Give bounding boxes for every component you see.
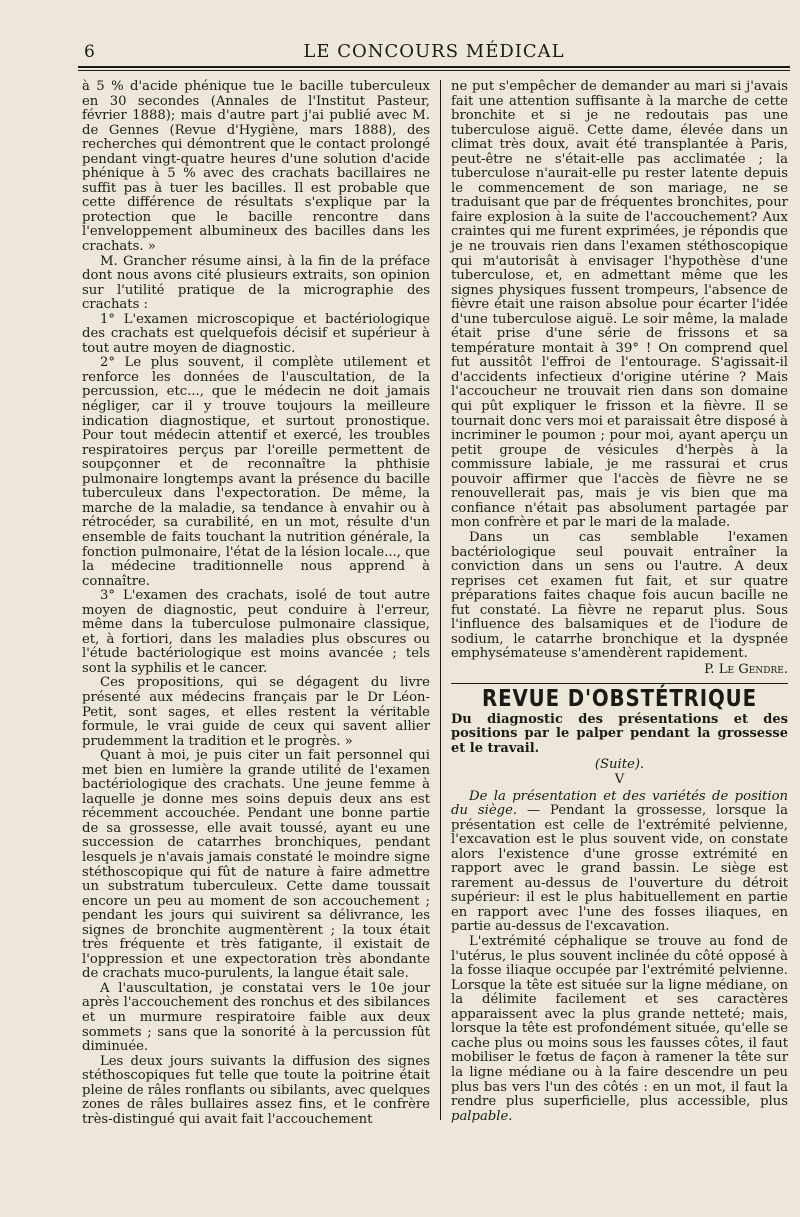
- paragraph: Dans un cas semblable l'examen bactériologique seul pouvait entraîner la conviction dans un sens ou l'autre. A deux reprises cet examen fut fait, et sur quatre préparations faites chaque fois aucun bacille ne fut constaté. La fièvre ne reparut plus. Sous l'influence des balsamiques et de l'iodure de sodium, le catarrhe bronchique et la dyspnée emphysémateuse s'amendèrent rapidement.: [451, 529, 788, 662]
- paragraph: 1° L'examen microscopique et bactériologique des crachats est quelquefois décisif et supérieur à tout autre moyen de diagnostic.: [82, 311, 430, 356]
- paragraph: ne put s'empêcher de demander au mari si j'avais fait une attention suffisante à la marche de cette bronchite et si je ne redoutais pas une tuberculose aiguë. Cette dame, élevée dans un climat très doux, avait été transplantée à Paris, peut-être ne s'était-elle pas acclimatée ; la tuberculose n'aurait-elle pu rester latente depuis le commencement de son mariage, ne se traduisant que par de fréquentes bronchites, pour faire explosion à la suite de l'accouchement? Aux craintes qui me furent exprimées, je répondis que je ne trouvais rien dans l'examen stéthoscopique qui m'autorisât à envisager l'hypothèse d'une tuberculose, et, en admettant même que les signes physiques fussent trompeurs, l'absence de fièvre était une raison absolue pour écarter l'idée d'une tuberculose aiguë. Le soir même, la malade était prise d'une série de frissons et sa température montait à 39° ! On comprend quel fut aussitôt l'effroi de l'entourage. S'agissait-il d'accidents infectieux d'origine utérine ? Mais l'accoucheur ne trouvait rien dans son domaine qui pût expliquer le frisson et la fièvre. Il se tournait donc vers moi et paraissait être disposé à incriminer le poumon ; pour moi, ayant aperçu un petit groupe de vésicules d'herpès à la commissure labiale, je me rassurai et crus pouvoir affirmer que l'accès de fièvre ne se renouvellerait pas, mais je vis bien que ma confiance n'était pas absolument partagée par mon confrère et par le mari de la malade.: [451, 79, 788, 531]
- paragraph: [451, 935, 788, 1124]
- header-rule: [78, 66, 790, 68]
- chapter-number: V: [614, 772, 625, 788]
- column-divider: [440, 80, 441, 1120]
- journal-title: LE CONCOURS MÉDICAL: [303, 41, 565, 62]
- page-header: [78, 38, 790, 68]
- paragraph: Les deux jours suivants la diffusion des signes stéthoscopiques fut telle que toute la poitrine était pleine de râles ronflants ou sibilants, avec quelques zones de râles bullaires assez fins, et le confrère très-distingué qui avait fait l'accouchement: [82, 1053, 430, 1127]
- section-title: REVUE D'OBSTÉTRIQUE: [482, 686, 757, 713]
- right-column: [451, 80, 788, 1124]
- paragraph: 2° Le plus souvent, il complète utilement et renforce les données de l'auscultation, de la percussion, etc..., que le médecin ne doit jamais négliger, car il y trouve toujours la meilleure indication diagnostique, et surtout pronostique. Pour tout médecin attentif et exercé, les troubles respiratoires perçus par l'oreille permettent de soupçonner et de reconnaître la phthisie pulmonaire longtemps avant la présence du bacille tuberculeux dans l'expectoration. De même, la marche de la maladie, sa tendance à envahir ou à rétrocéder, sa curabilité, en un mot, résulte d'un ensemble de faits touchant la nutrition générale, la fonction pulmonaire, l'état de la lésion locale..., que la médecine traditionnelle nous apprend à connaître.: [82, 355, 430, 589]
- page-number: 6: [84, 42, 95, 62]
- paragraph: 3° L'examen des crachats, isolé de tout autre moyen de diagnostic, peut conduire à l'erreur, même dans la tuberculose pulmonaire classique, et, à fortiori, dans les maladies plus obscures ou l'étude bactériologique est moins avancée ; tels sont la syphilis et le cancer.: [82, 588, 430, 676]
- header-rule-thin: [78, 70, 790, 71]
- paragraph: Quant à moi, je puis citer un fait personnel qui met bien en lumière la grande utilité de l'examen bactériologique des crachats. Une jeune femme à laquelle je donne mes soins depuis deux ans est récemment accouchée. Pendant une bonne partie de sa grossesse, elle avait toussé, ayant eu une succession de catarrhes bronchiques, pendant lesquels je n'avais jamais constaté le moindre signe stéthoscopique qui fût de nature à faire admettre un substratum tuberculeux. Cette dame toussait encore un peu au moment de son accouchement ; pendant les jours qui suivirent sa délivrance, les signes de bronchite augmentèrent ; la toux était très fréquente et très fatigante, il existait de l'oppression et une expectoration très abondante de crachats muco-purulents, la langue était sale.: [82, 748, 430, 982]
- continued-marker: (Suite).: [594, 757, 645, 773]
- paragraph-end: palpable.: [451, 1108, 513, 1124]
- paragraph: [451, 790, 788, 935]
- paragraph-lead: De la présentation et des variétés de position du siège.: [451, 788, 788, 819]
- section-divider: [451, 683, 788, 684]
- paragraph-text: — Pendant la grossesse, lorsque la présentation est celle de l'extrémité pelvienne, l'excavation est le plus souvent vide, on constate alors l'existence d'une grosse extrémité en rapport avec le grand bassin. Le siège est rarement au-dessus de l'ouverture du détroit supérieur: il est le plus habituellement en partie en rapport avec l'une des fosses iliaques, en partie au-dessus de l'excavation.: [451, 803, 788, 935]
- paragraph: à 5 % d'acide phénique tue le bacille tuberculeux en 30 secondes (Annales de l'Institut Pasteur, février 1888); mais d'autre part j'ai publié avec M. de Gennes (Revue d'Hygiène, mars 1888), des recherches qui démontrent que le contact prolongé pendant vingt-quatre heures d'une solution d'acide phénique à 5 % avec des crachats bacillaires ne suffit pas à tuer les bacilles. Il est probable que cette différence de résultats s'explique par la protection que le bacille rencontre dans l'enveloppement albumineux des bacilles dans les crachats. »: [82, 79, 430, 255]
- paragraph: M. Grancher résume ainsi, à la fin de la préface dont nous avons cité plusieurs extraits, son opinion sur l'utilité pratique de la micrographie des crachats :: [82, 253, 430, 313]
- paragraph: A l'auscultation, je constatai vers le 10e jour après l'accouchement des ronchus et des sibilances et un murmure respiratoire faible aux deux sommets ; sans que la sonorité à la percussion fût diminuée.: [82, 980, 430, 1055]
- article-subtitle: Du diagnostic des présentations et des positions par le palper pendant la grossesse et le travail.: [451, 711, 788, 756]
- paragraph-text: L'extrémité céphalique se trouve au fond de l'utérus, le plus souvent inclinée du côté opposé à la fosse iliaque occupée par l'extrémité pelvienne. Lorsque la tête est située sur la ligne médiane, on la délimite facilement et ses caractères apparaissent avec la plus grande netteté; mais, lorsque la tête est profondément située, qu'elle se cache plus ou moins sous les fausses côtes, il faut mobiliser le fœtus de façon à ramener la tête sur la ligne médiane ou à la faire descendre un peu plus bas vers l'un des côtés : en un mot, il faut la rendre plus superficielle, plus accessible, plus: [451, 934, 788, 1110]
- author-signature: P. Le Gendre.: [704, 661, 788, 677]
- paragraph: Ces propositions, qui se dégagent du livre présenté aux médecins français par le Dr Léon-Petit, sont sages, et elles restent la véritable formule, le vrai guide de ceux qui savent allier prudemment la tradition et le progrès. »: [82, 675, 430, 749]
- left-column: [82, 80, 430, 1127]
